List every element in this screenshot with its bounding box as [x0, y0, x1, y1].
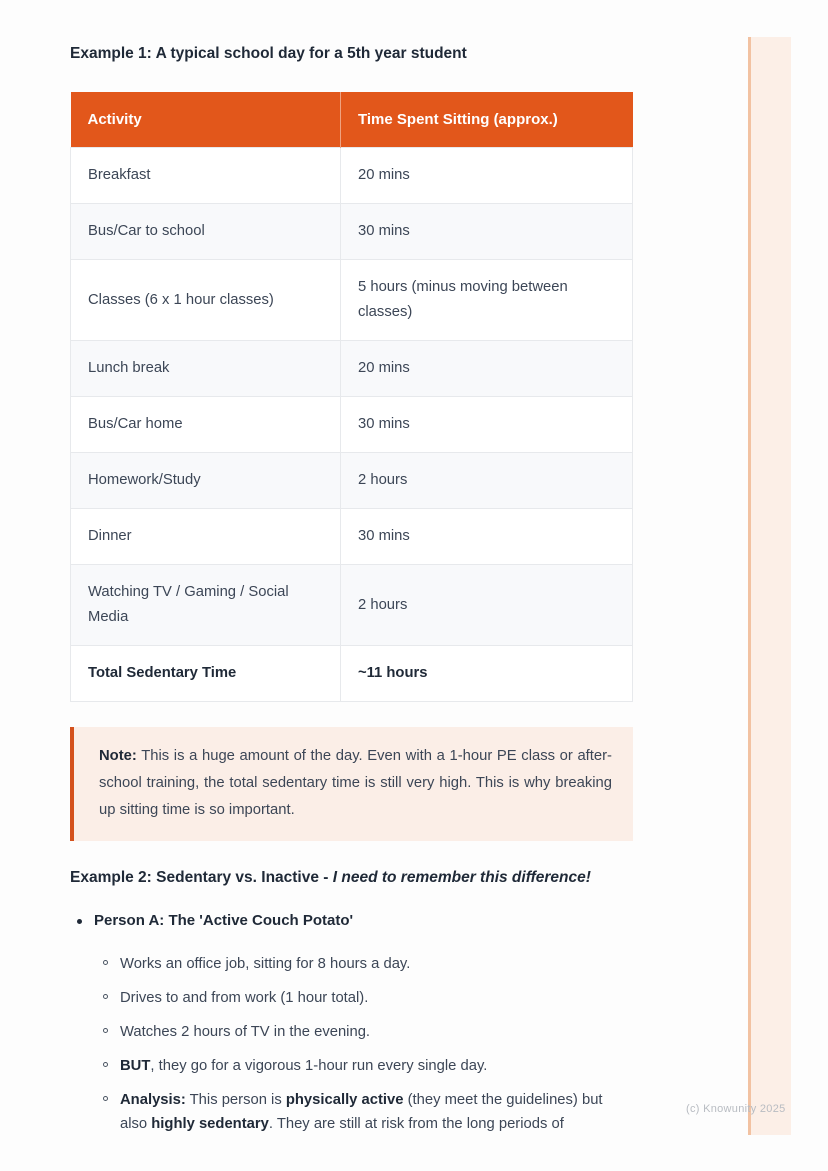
- detail-text: Watches 2 hours of TV in the evening.: [120, 1024, 371, 1040]
- table-total-row: [71, 646, 633, 702]
- bullet-circle-icon: [103, 1062, 108, 1067]
- detail-text: Drives to and from work (1 hour total).: [120, 990, 369, 1006]
- bullet-dot-icon: [77, 919, 82, 924]
- list-item-analysis: [103, 1088, 633, 1136]
- activity-cell: Homework/Study: [71, 453, 341, 509]
- detail-text: Works an office job, sitting for 8 hours a day.: [120, 956, 411, 972]
- time-cell: 30 mins: [341, 397, 633, 453]
- detail-text: [120, 1054, 487, 1078]
- table-row: [71, 397, 633, 453]
- table-header-row: [71, 92, 633, 148]
- time-cell: 20 mins: [341, 148, 633, 204]
- person-list: [70, 911, 633, 931]
- copyright-watermark: (c) Knowunity 2025: [686, 1103, 786, 1115]
- total-value-cell: ~11 hours: [341, 646, 633, 702]
- table-row: [71, 453, 633, 509]
- analysis-text: [120, 1088, 633, 1136]
- note-label: Note:: [99, 748, 137, 764]
- page-edge-accent-bar: [748, 37, 791, 1135]
- note-body: This is a huge amount of the day. Even with a 1-hour PE class or after-school training, the total sedentary time is still very high. This is why breaking up sitting time is so important.: [99, 748, 612, 818]
- detail-bold: BUT: [120, 1058, 151, 1074]
- note-callout: [70, 727, 633, 841]
- time-cell: 5 hours (minus moving between classes): [341, 260, 633, 341]
- analysis-bold-segment: highly sedentary: [151, 1116, 269, 1132]
- example2-heading: [70, 868, 633, 887]
- analysis-bold-segment: physically active: [285, 1092, 404, 1108]
- bullet-circle-icon: [103, 960, 108, 965]
- activity-cell: Dinner: [71, 509, 341, 565]
- bullet-circle-icon: [103, 994, 108, 999]
- total-label-cell: Total Sedentary Time: [71, 646, 341, 702]
- activity-cell: Lunch break: [71, 341, 341, 397]
- person-a-title: Person A: The 'Active Couch Potato': [94, 912, 354, 929]
- table-body: [71, 148, 633, 702]
- list-item: [103, 952, 633, 976]
- list-item: [103, 986, 633, 1010]
- time-cell: 2 hours: [341, 565, 633, 646]
- activity-cell: Bus/Car to school: [71, 204, 341, 260]
- activity-cell: Bus/Car home: [71, 397, 341, 453]
- list-item: [103, 1054, 633, 1078]
- person-a-details-list: [103, 952, 633, 1136]
- col-header-activity: Activity: [71, 92, 341, 148]
- analysis-label: Analysis:: [120, 1092, 186, 1108]
- example1-heading: Example 1: A typical school day for a 5th year student: [70, 45, 467, 62]
- analysis-segment: (they meet the guidelines) but also: [120, 1092, 603, 1132]
- activity-cell: Classes (6 x 1 hour classes): [71, 260, 341, 341]
- time-cell: 20 mins: [341, 341, 633, 397]
- bullet-circle-icon: [103, 1028, 108, 1033]
- time-cell: 30 mins: [341, 509, 633, 565]
- table-header: [71, 92, 633, 148]
- detail-rest: , they go for a vigorous 1-hour run every single day.: [150, 1058, 488, 1074]
- example2-heading-italic: I need to remember this difference!: [332, 869, 591, 886]
- table-row: [71, 260, 633, 341]
- table-row: [71, 204, 633, 260]
- time-cell: 2 hours: [341, 453, 633, 509]
- activity-cell: Breakfast: [71, 148, 341, 204]
- analysis-segment: . They are still at risk from the long periods of: [268, 1116, 564, 1132]
- activity-cell: Watching TV / Gaming / Social Media: [71, 565, 341, 646]
- table-row: [71, 565, 633, 646]
- example2-heading-bold: Example 2: Sedentary vs. Inactive -: [70, 869, 333, 886]
- document-content: [70, 0, 633, 1146]
- time-cell: 30 mins: [341, 204, 633, 260]
- note-text: [99, 743, 612, 824]
- list-item-person-a: [70, 911, 633, 931]
- sitting-time-table: [70, 92, 633, 702]
- table-row: [71, 509, 633, 565]
- table-row: [71, 148, 633, 204]
- col-header-time: Time Spent Sitting (approx.): [341, 92, 633, 148]
- list-item: [103, 1020, 633, 1044]
- analysis-segment: This person is: [185, 1092, 286, 1108]
- table-row: [71, 341, 633, 397]
- bullet-circle-icon: [103, 1096, 108, 1101]
